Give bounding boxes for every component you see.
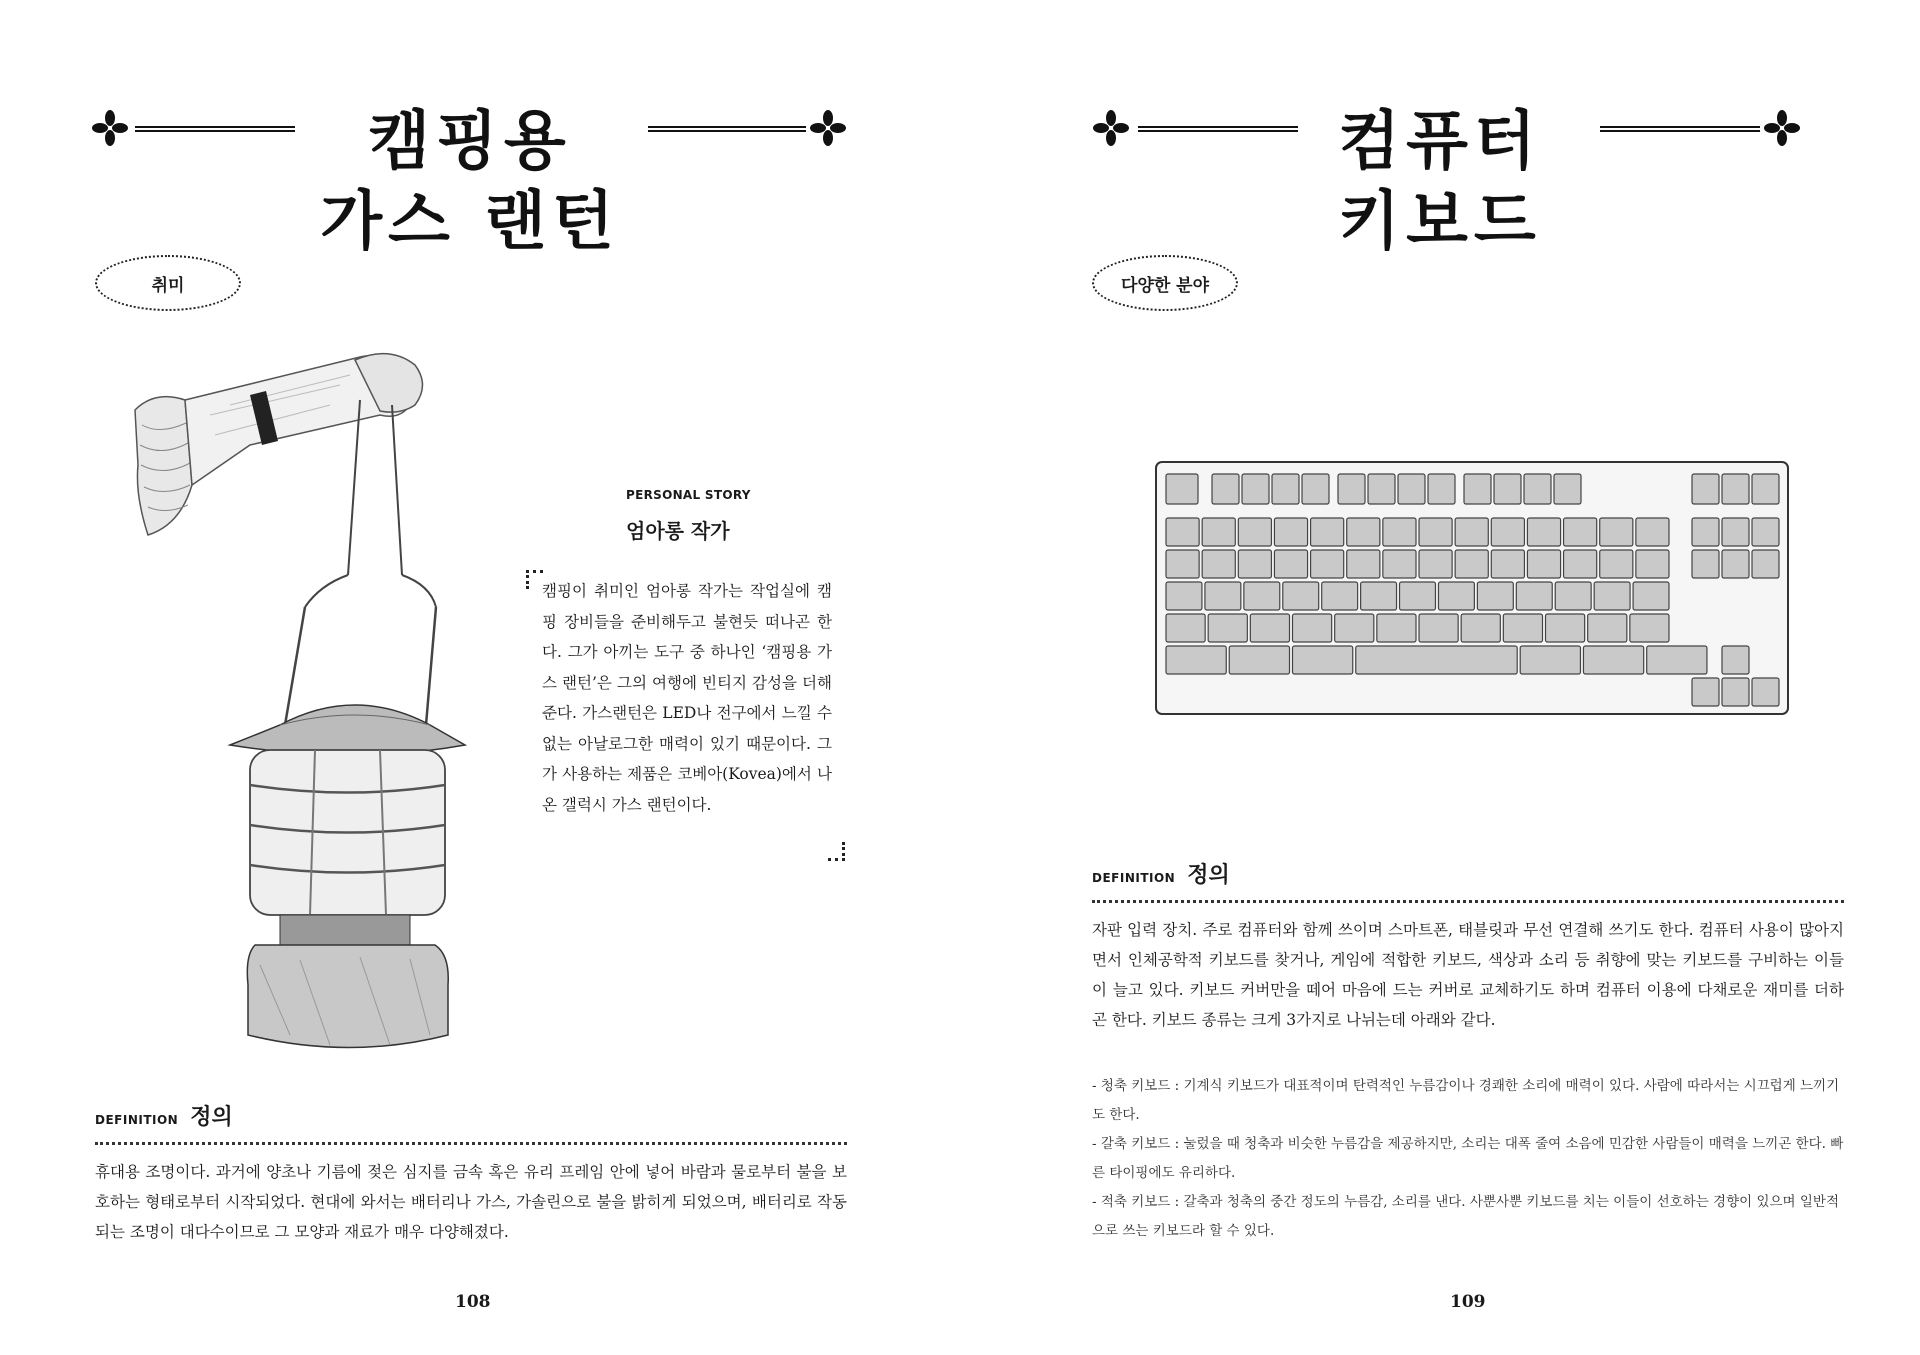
keycap bbox=[1477, 582, 1513, 610]
keycap bbox=[1630, 614, 1669, 642]
keycap bbox=[1383, 550, 1416, 578]
keycap bbox=[1600, 550, 1633, 578]
keycap bbox=[1722, 474, 1749, 504]
keycap bbox=[1419, 550, 1452, 578]
title-rule bbox=[1138, 126, 1298, 132]
keycap bbox=[1752, 518, 1779, 546]
keycap bbox=[1588, 614, 1627, 642]
keycap bbox=[1494, 474, 1521, 504]
keycap bbox=[1722, 678, 1749, 706]
keycap bbox=[1692, 474, 1719, 504]
keycap bbox=[1322, 582, 1358, 610]
page-number: 109 bbox=[1450, 1292, 1486, 1312]
keycap bbox=[1722, 550, 1749, 578]
title-line-1: 캠핑용 bbox=[368, 105, 572, 179]
title-rule bbox=[135, 126, 295, 132]
story-text: 캠핑이 취미인 엄아롱 작가는 작업실에 캠핑 장비들을 준비해두고 불현듯 떠나곤 한다. 그가 아끼는 도구 중 하나인 ‘캠핑용 가스 랜턴’은 그의 여행에 빈티지 감성을 더해준다. 가스랜턴은 LED나 전구에서 느낄 수 없는 아날로그한 매력이 있기 때문이다. 그가 사용하는 제품은 코베아(Kovea)에서 나온 갤럭시 가스 랜턴이다. bbox=[542, 582, 832, 814]
page-title bbox=[1290, 102, 1590, 262]
keycap bbox=[1438, 582, 1474, 610]
keycap bbox=[1166, 474, 1198, 504]
keycap bbox=[1455, 550, 1488, 578]
definition-label-en: DEFINITION bbox=[1092, 871, 1176, 885]
keycap bbox=[1383, 518, 1416, 546]
keycap bbox=[1311, 550, 1344, 578]
list-item: - 적축 키보드 : 갈축과 청축의 중간 정도의 누름감, 소리를 낸다. 사뿐사뿐 키보드를 치는 이들이 선호하는 경향이 있으며 일반적으로 쓰는 키보드라 할 수 있다. bbox=[1092, 1194, 1839, 1239]
lantern-illustration bbox=[130, 345, 470, 1055]
keycap bbox=[1464, 474, 1491, 504]
keycap bbox=[1555, 582, 1591, 610]
keycap bbox=[1250, 614, 1289, 642]
category-badge: 다양한 분야 bbox=[1092, 255, 1238, 311]
keycap bbox=[1527, 550, 1560, 578]
flower-ornament-icon bbox=[1764, 110, 1800, 146]
keycap bbox=[1274, 550, 1307, 578]
keycap bbox=[1633, 582, 1669, 610]
keycap bbox=[1212, 474, 1239, 504]
keycap bbox=[1636, 550, 1669, 578]
keycap bbox=[1335, 614, 1374, 642]
keycap bbox=[1347, 550, 1380, 578]
keycap bbox=[1752, 550, 1779, 578]
keycap bbox=[1238, 518, 1271, 546]
definition-text: 휴대용 조명이다. 과거에 양초나 기름에 젖은 심지를 금속 혹은 유리 프레임 안에 넣어 바람과 물로부터 불을 보호하는 형태로부터 시작되었다. 현대에 와서는 배터리나 가스, 가솔린으로 불을 밝히게 되었으며, 배터리로 작동되는 조명이 대다수이므로 그 모양과 재료가 매우 다양해졌다. bbox=[95, 1163, 847, 1241]
keyboard-types-list bbox=[1092, 1072, 1844, 1246]
keycap bbox=[1520, 646, 1580, 674]
keycap bbox=[1311, 518, 1344, 546]
keycap bbox=[1647, 646, 1707, 674]
keycap bbox=[1361, 582, 1397, 610]
keycap bbox=[1302, 474, 1329, 504]
keycap bbox=[1692, 518, 1719, 546]
keycap bbox=[1293, 646, 1353, 674]
flower-ornament-icon bbox=[1093, 110, 1129, 146]
flower-ornament-icon bbox=[810, 110, 846, 146]
keyboard-illustration bbox=[1152, 458, 1792, 720]
keycap bbox=[1398, 474, 1425, 504]
keycap bbox=[1400, 582, 1436, 610]
keycap bbox=[1752, 474, 1779, 504]
keycap bbox=[1491, 518, 1524, 546]
keycap bbox=[1283, 582, 1319, 610]
keycap bbox=[1527, 518, 1560, 546]
definition-heading bbox=[95, 1100, 233, 1131]
keycap bbox=[1274, 518, 1307, 546]
keycap bbox=[1272, 474, 1299, 504]
keycap bbox=[1166, 646, 1226, 674]
definition-label-en: DEFINITION bbox=[95, 1113, 179, 1127]
keycap bbox=[1293, 614, 1332, 642]
keycap bbox=[1564, 518, 1597, 546]
story-label: PERSONAL STORY bbox=[626, 488, 751, 502]
story-bracket-top bbox=[526, 570, 543, 589]
title-rule bbox=[1600, 126, 1760, 132]
keycap bbox=[1242, 474, 1269, 504]
keycap bbox=[1503, 614, 1542, 642]
keycap bbox=[1516, 582, 1552, 610]
keycap bbox=[1229, 646, 1289, 674]
title-line-1: 컴퓨터 bbox=[1338, 105, 1542, 179]
keycap bbox=[1205, 582, 1241, 610]
keycap bbox=[1636, 518, 1669, 546]
title-line-2: 키보드 bbox=[1338, 185, 1542, 259]
right-page bbox=[960, 0, 1920, 1355]
keycap bbox=[1338, 474, 1365, 504]
story-bracket-bottom bbox=[828, 842, 845, 861]
keycap bbox=[1564, 550, 1597, 578]
keycap bbox=[1377, 614, 1416, 642]
keycap bbox=[1554, 474, 1581, 504]
flower-ornament-icon bbox=[92, 110, 128, 146]
list-item: - 갈축 키보드 : 눌렀을 때 청축과 비슷한 누름감을 제공하지만, 소리는 대폭 줄여 소음에 민감한 사람들이 매력을 느끼곤 한다. 빠른 타이핑에도 유리하다. bbox=[1092, 1136, 1844, 1181]
keycap bbox=[1455, 518, 1488, 546]
keycap bbox=[1166, 518, 1199, 546]
keycap bbox=[1583, 646, 1643, 674]
keycap bbox=[1692, 550, 1719, 578]
keycap bbox=[1524, 474, 1551, 504]
keycap bbox=[1461, 614, 1500, 642]
keycap bbox=[1491, 550, 1524, 578]
keycap bbox=[1692, 678, 1719, 706]
keycap bbox=[1166, 550, 1199, 578]
title-rule bbox=[648, 126, 806, 132]
keycap bbox=[1244, 582, 1280, 610]
definition-label-ko: 정의 bbox=[1187, 863, 1230, 888]
title-line-2: 가스 랜턴 bbox=[320, 185, 620, 259]
keycap bbox=[1600, 518, 1633, 546]
definition-label-ko: 정의 bbox=[190, 1105, 233, 1130]
keycap bbox=[1208, 614, 1247, 642]
category-badge: 취미 bbox=[95, 255, 241, 311]
story-author: 엄아롱 작가 bbox=[626, 519, 730, 543]
keycap bbox=[1166, 582, 1202, 610]
keycap bbox=[1419, 614, 1458, 642]
keycap bbox=[1594, 582, 1630, 610]
keycap bbox=[1428, 474, 1455, 504]
keycap bbox=[1347, 518, 1380, 546]
keycap bbox=[1752, 678, 1779, 706]
keycap bbox=[1368, 474, 1395, 504]
dotted-divider bbox=[1092, 900, 1844, 903]
keycap bbox=[1202, 518, 1235, 546]
keycap bbox=[1722, 646, 1749, 674]
keycap bbox=[1419, 518, 1452, 546]
definition-text: 자판 입력 장치. 주로 컴퓨터와 함께 쓰이며 스마트폰, 태블릿과 무선 연결해 쓰기도 한다. 컴퓨터 사용이 많아지면서 인체공학적 키보드를 찾거나, 게임에 적합한 키보드, 색상과 소리 등 취향에 맞는 키보드를 구비하는 이들이 늘고 있다. 키보드 커버만을 떼어 마음에 드는 커버로 교체하기도 하며 컴퓨터 이용에 다채로운 재미를 더하곤 한다. 키보드 종류는 크게 3가지로 나뉘는데 아래와 같다. bbox=[1092, 921, 1844, 1029]
keycap bbox=[1546, 614, 1585, 642]
keycap bbox=[1166, 614, 1205, 642]
page-title bbox=[300, 102, 640, 262]
list-item: - 청축 키보드 : 기계식 키보드가 대표적이며 탄력적인 누름감이나 경쾌한 소리에 매력이 있다. 사람에 따라서는 시끄럽게 느끼기도 한다. bbox=[1092, 1078, 1840, 1123]
definition-heading bbox=[1092, 858, 1230, 889]
keycap bbox=[1202, 550, 1235, 578]
page-number: 108 bbox=[455, 1292, 491, 1312]
dotted-divider bbox=[95, 1142, 847, 1145]
keycap bbox=[1238, 550, 1271, 578]
keycap bbox=[1356, 646, 1517, 674]
keycap bbox=[1722, 518, 1749, 546]
